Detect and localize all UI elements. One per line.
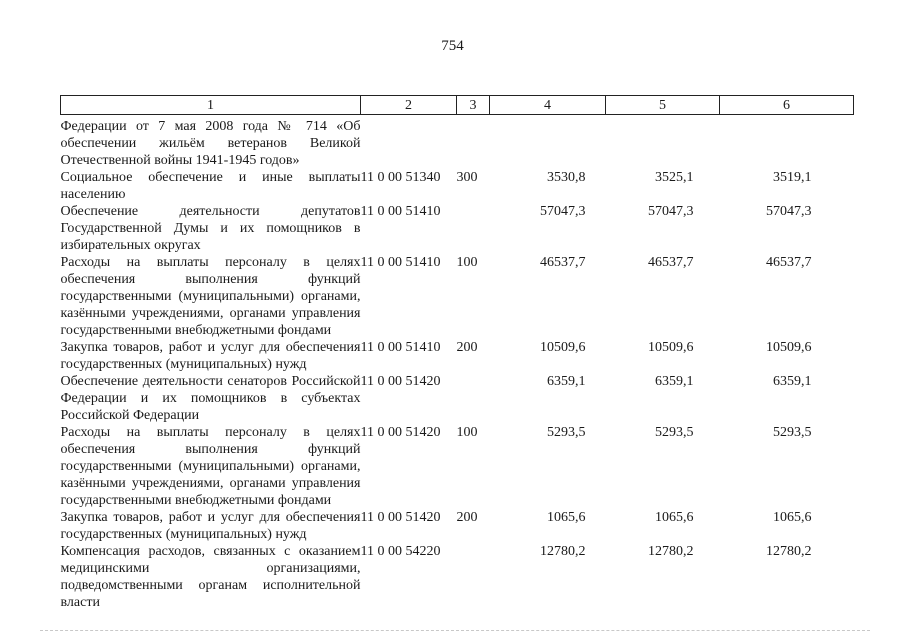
row-csr-code: 11 0 00 51420 [360, 425, 441, 440]
row-value-col4 [490, 118, 606, 169]
row-value-col5: 12780,2 [648, 544, 694, 559]
row-value-col5: 6359,1 [655, 374, 694, 389]
budget-table [60, 95, 854, 611]
row-vr-code: 200 [456, 510, 478, 525]
row-csr-code: 11 0 00 51410 [360, 204, 441, 219]
header-col-4: 4 [490, 96, 606, 115]
row-csr-code: 11 0 00 51410 [360, 255, 441, 270]
row-value-col4: 10509,6 [540, 340, 586, 355]
row-value-col6: 10509,6 [766, 340, 812, 355]
row-csr-code: 11 0 00 51410 [360, 340, 441, 355]
row-value-col4: 46537,7 [540, 255, 586, 270]
table-row [61, 339, 854, 373]
table-row [61, 254, 854, 339]
row-value-col6: 57047,3 [766, 204, 812, 219]
table-row [61, 118, 854, 169]
row-name: Расходы на выплаты персоналу в целях обеспечения выполнения функций государственными (муниципальными) органами, казёнными учреждениями, органами управления государственными внебюджетными фондами [60, 425, 361, 508]
page-number: 754 [441, 38, 464, 54]
row-name: Обеспечение деятельности депутатов Государственной Думы и их помощников в избирательных округах [60, 204, 361, 253]
row-vr-code: 100 [456, 255, 478, 270]
row-value-col6: 12780,2 [766, 544, 812, 559]
table-header-row [61, 96, 854, 115]
table-row [61, 373, 854, 424]
row-value-col4: 5293,5 [547, 425, 586, 440]
row-value-col4: 6359,1 [547, 374, 586, 389]
header-col-6: 6 [720, 96, 854, 115]
row-value-col4: 1065,6 [547, 510, 586, 525]
row-value-col4: 12780,2 [540, 544, 586, 559]
row-vr-code [457, 203, 490, 254]
row-vr-code: 300 [456, 170, 478, 185]
row-vr-code [457, 373, 490, 424]
row-csr-code: 11 0 00 51420 [360, 374, 441, 389]
table-row [61, 543, 854, 611]
header-col-2: 2 [361, 96, 457, 115]
row-vr-code [457, 543, 490, 611]
row-value-col5: 10509,6 [648, 340, 694, 355]
row-csr-code: 11 0 00 51420 [360, 510, 441, 525]
row-name: Расходы на выплаты персоналу в целях обеспечения выполнения функций государственными (муниципальными) органами, казёнными учреждениями, органами управления государственными внебюджетными фондами [60, 255, 361, 338]
row-vr-code: 100 [456, 425, 478, 440]
header-col-5: 5 [606, 96, 720, 115]
row-csr-code: 11 0 00 54220 [360, 544, 441, 559]
row-name: Закупка товаров, работ и услуг для обеспечения государственных (муниципальных) нужд [60, 510, 361, 542]
row-value-col5 [606, 118, 720, 169]
header-col-3: 3 [457, 96, 490, 115]
row-name: Социальное обеспечение и иные выплаты населению [60, 170, 361, 202]
row-name: Федерации от 7 мая 2008 года № 714 «Об обеспечении жильём ветеранов Великой Отечественной войны 1941-1945 годов» [60, 119, 361, 168]
row-name: Компенсация расходов, связанных с оказанием медицинскими организациями, подведомственными органам исполнительной власти [60, 544, 361, 610]
row-value-col5: 57047,3 [648, 204, 694, 219]
row-name: Закупка товаров, работ и услуг для обеспечения государственных (муниципальных) нужд [60, 340, 361, 372]
row-value-col5: 3525,1 [655, 170, 694, 185]
table-row [61, 169, 854, 203]
row-csr-code [361, 118, 457, 169]
header-col-1: 1 [61, 96, 361, 115]
row-vr-code: 200 [456, 340, 478, 355]
row-vr-code [457, 118, 490, 169]
table-row [61, 509, 854, 543]
row-value-col4: 57047,3 [540, 204, 586, 219]
table-row [61, 424, 854, 509]
row-value-col5: 1065,6 [655, 510, 694, 525]
row-value-col5: 46537,7 [648, 255, 694, 270]
row-value-col6: 3519,1 [773, 170, 812, 185]
row-name: Обеспечение деятельности сенаторов Российской Федерации и их помощников в субъектах Российской Федерации [60, 374, 361, 423]
row-value-col6: 1065,6 [773, 510, 812, 525]
row-value-col6: 6359,1 [773, 374, 812, 389]
row-value-col4: 3530,8 [547, 170, 586, 185]
row-value-col5: 5293,5 [655, 425, 694, 440]
row-csr-code: 11 0 00 51340 [360, 170, 441, 185]
row-value-col6: 5293,5 [773, 425, 812, 440]
row-value-col6 [720, 118, 854, 169]
page-bottom-edge [40, 630, 870, 631]
table-row [61, 203, 854, 254]
row-value-col6: 46537,7 [766, 255, 812, 270]
